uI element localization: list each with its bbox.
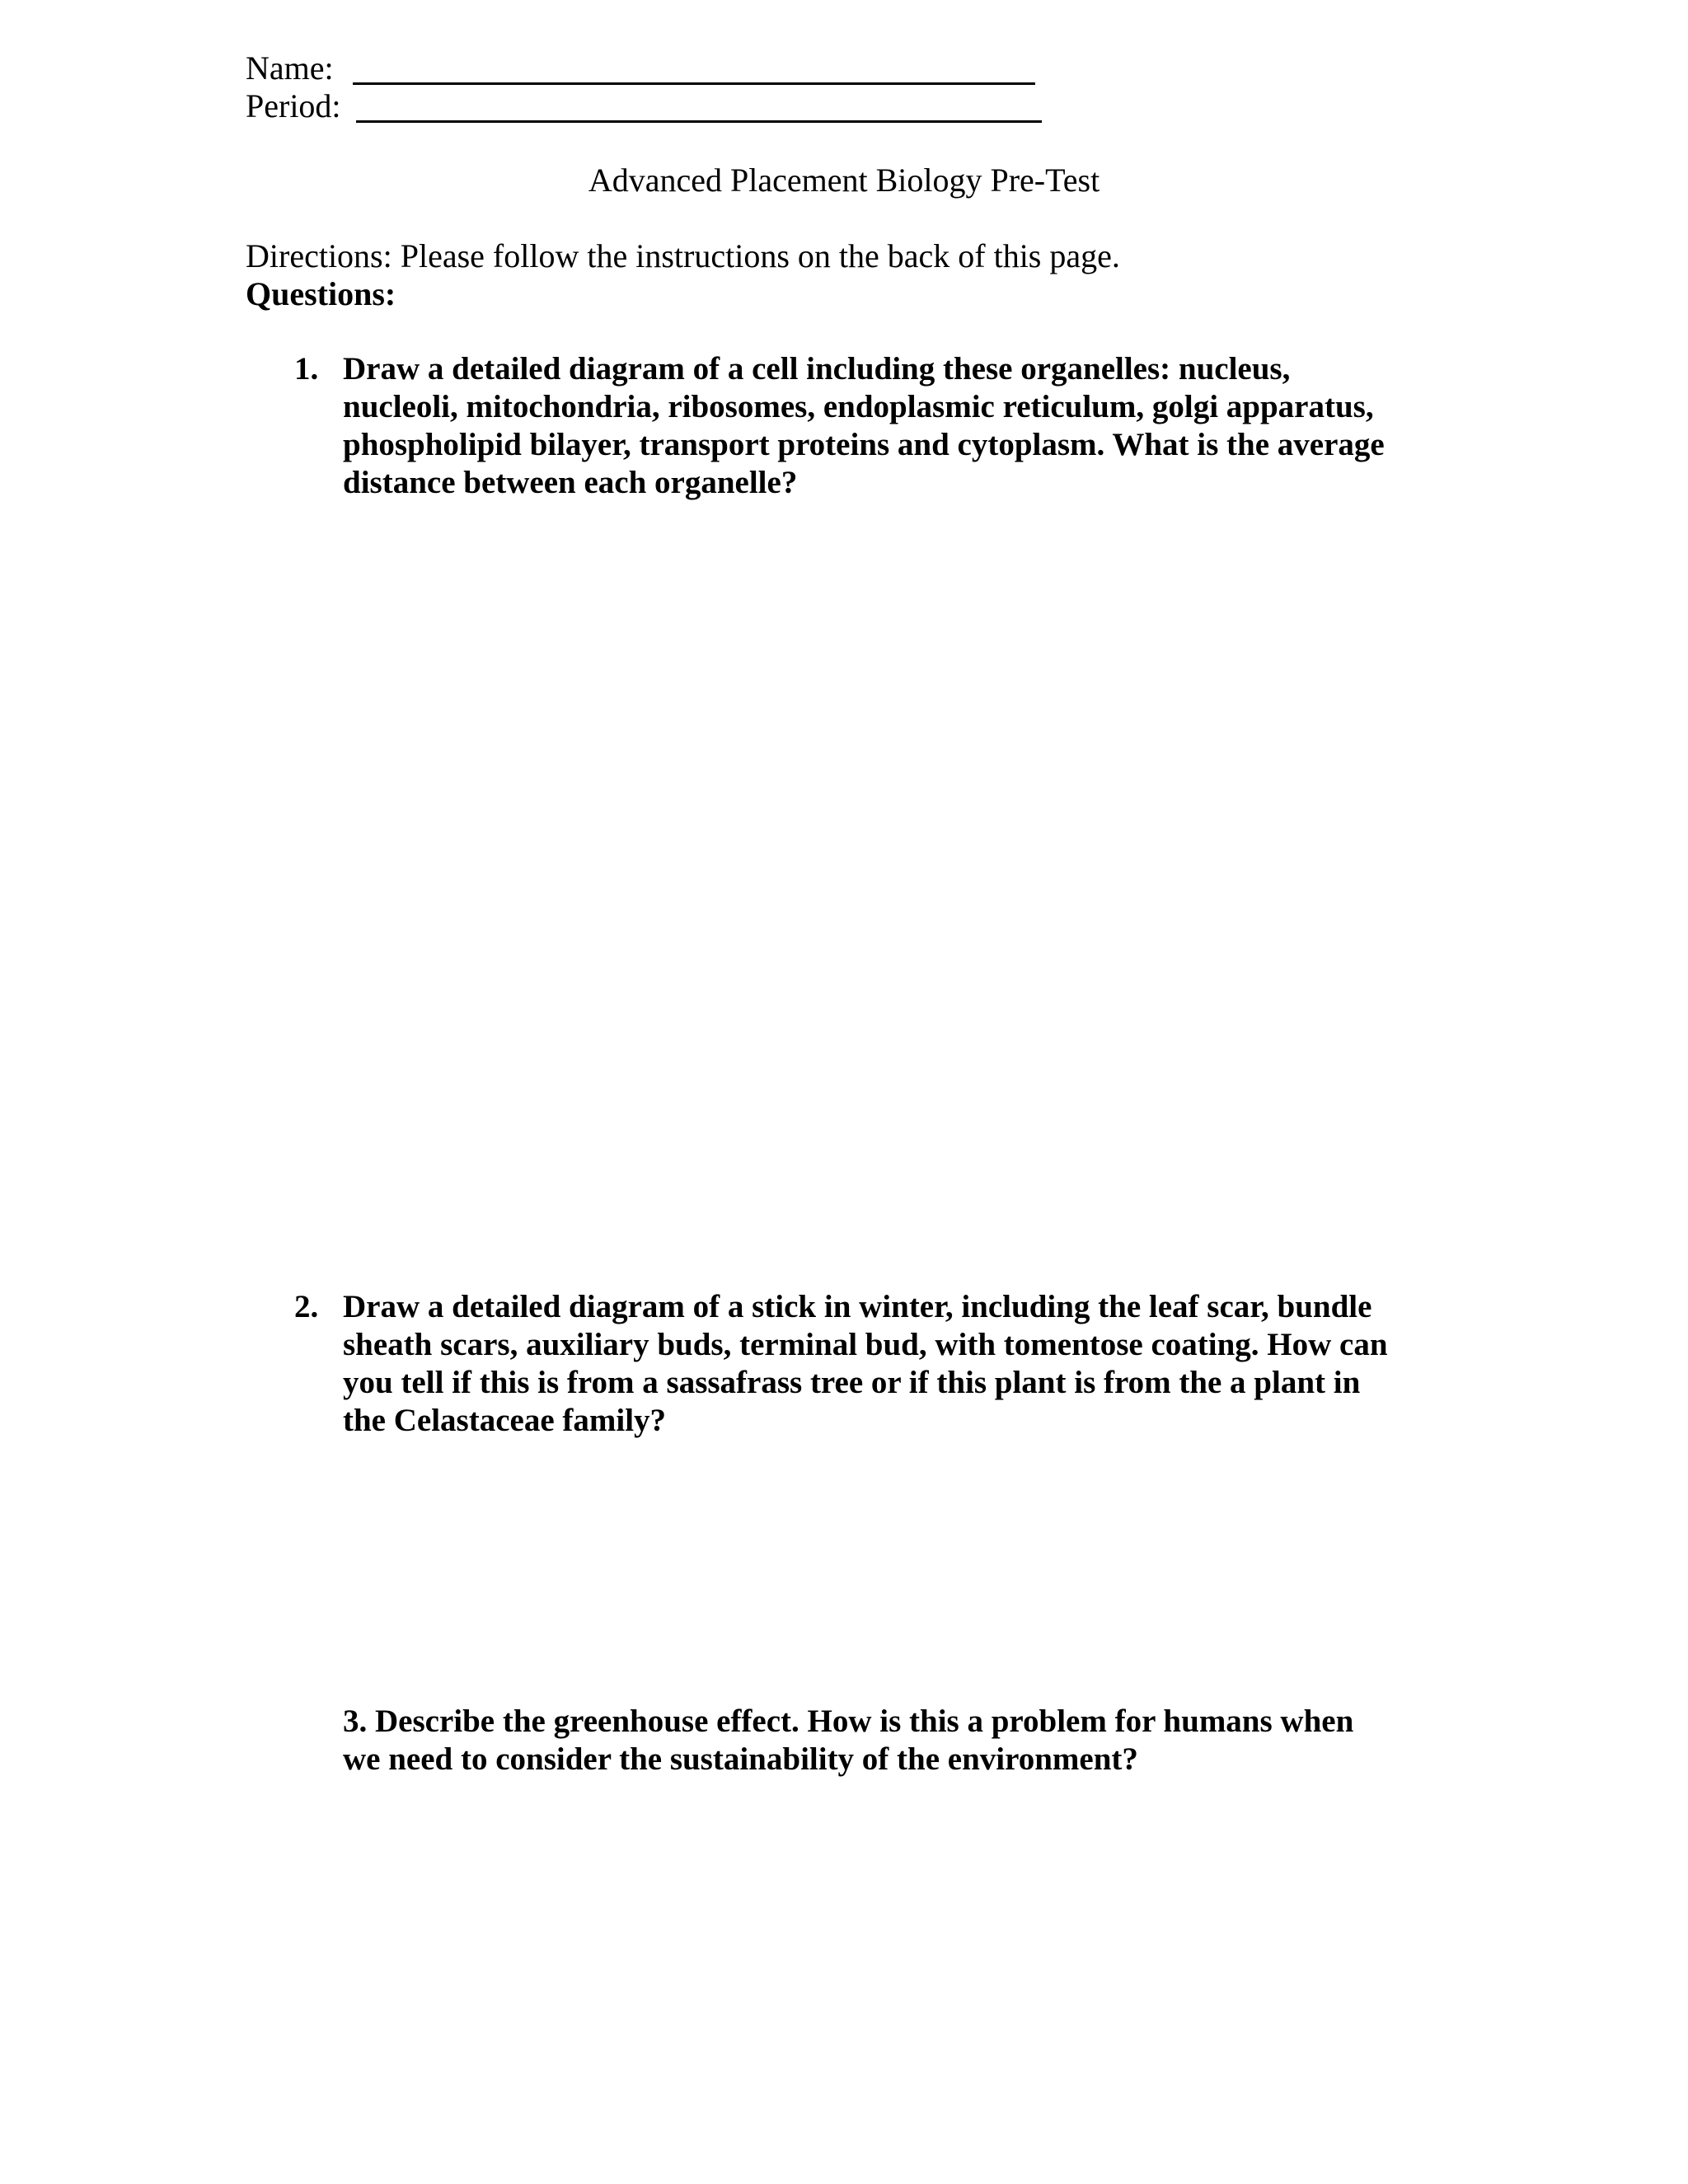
question-3-text	[343, 1703, 1353, 1779]
question-2-number: 2.	[294, 1289, 319, 1324]
name-label: Name:	[246, 49, 334, 87]
period-blank-line[interactable]	[356, 120, 1042, 123]
question-1-line: Draw a detailed diagram of a cell including these organelles: nucleus,	[343, 351, 1291, 387]
question-1-line: nucleoli, mitochondria, ribosomes, endoplasmic reticulum, golgi apparatus,	[343, 389, 1374, 424]
questions-heading: Questions:	[246, 275, 396, 312]
question-2-line: Draw a detailed diagram of a stick in winter, including the leaf scar, bundle	[343, 1289, 1372, 1324]
question-1-line: phospholipid bilayer, transport proteins and cytoplasm. What is the average	[343, 427, 1385, 462]
question-3-line: we need to consider the sustainability of the environment?	[343, 1741, 1138, 1777]
question-2-text	[343, 1288, 1388, 1440]
page-title: Advanced Placement Biology Pre-Test	[588, 162, 1100, 199]
question-2-line: the Celastaceae family?	[343, 1403, 667, 1438]
question-3-line: 3. Describe the greenhouse effect. How is this a problem for humans when	[343, 1704, 1354, 1739]
question-2-line: sheath scars, auxiliary buds, terminal bud, with tomentose coating. How can	[343, 1327, 1388, 1362]
question-1-line: distance between each organelle?	[343, 465, 798, 500]
question-2-line: you tell if this is from a sassafrass tree or if this plant is from the a plant in	[343, 1365, 1361, 1400]
name-blank-line[interactable]	[353, 82, 1035, 85]
period-label: Period:	[246, 87, 341, 124]
directions-text: Directions: Please follow the instructions on the back of this page.	[246, 237, 1120, 274]
question-1-text	[343, 350, 1385, 502]
question-1-number: 1.	[294, 351, 319, 387]
